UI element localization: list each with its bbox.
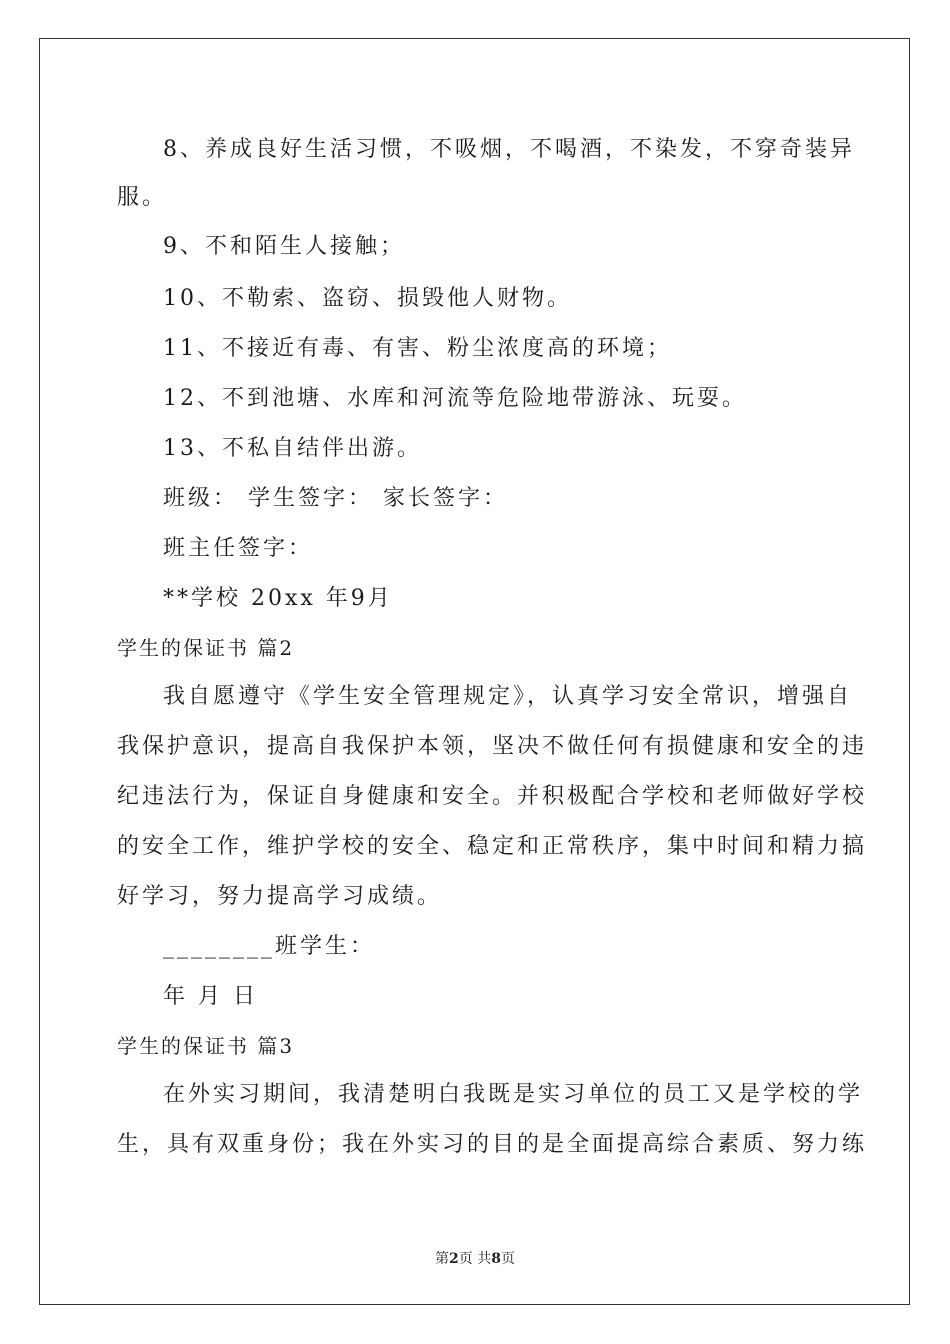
section-2-heading: 学生的保证书 篇2 [117,636,295,660]
page-current: 2 [449,1251,459,1267]
item-11: 11、不接近有毒、有害、粉尘浓度高的环境； [163,336,672,361]
class-student-line: ________班学生： [163,934,376,959]
section-2-line-1: 我自愿遵守《学生安全管理规定》，认真学习安全常识，增强自 [163,684,853,709]
item-12: 12、不到池塘、水库和河流等危险地带游泳、玩耍。 [163,386,747,411]
section-2-line-3: 纪违法行为，保证自身健康和安全。并积极配合学校和老师做好学校 [117,784,868,809]
section-2-line-4: 的安全工作，维护学校的安全、稳定和正常秩序，集中时间和精力搞 [117,834,868,859]
date-line: 年 月 日 [163,984,258,1009]
item-8-continued: 服。 [117,185,168,210]
page-label-suffix: 页 [500,1251,515,1267]
section-2-line-5: 好学习，努力提高学习成绩。 [117,884,443,909]
section-3-heading: 学生的保证书 篇3 [117,1034,295,1058]
page-label-mid: 页 共 [458,1251,492,1267]
item-13: 13、不私自结伴出游。 [163,436,422,461]
page-footer [0,1248,950,1268]
page-label-prefix: 第 [435,1251,450,1267]
section-2-line-2: 我保护意识，提高自我保护本领，坚决不做任何有损健康和安全的违 [117,734,868,759]
item-9: 9、不和陌生人接触； [163,234,405,259]
signature-line: 班级： 学生签字： 家长签字： [163,486,508,511]
item-10: 10、不勒索、盗窃、损毁他人财物。 [163,286,572,311]
school-date: **学校 20xx 年9月 [163,586,393,611]
page-border [39,38,910,1305]
section-3-line-1: 在外实习期间，我清楚明白我既是实习单位的员工又是学校的学 [163,1082,864,1107]
page-total: 8 [491,1251,501,1267]
item-8: 8、养成良好生活习惯，不吸烟，不喝酒，不染发，不穿奇装异 [163,137,855,162]
section-3-line-2: 生，具有双重身份；我在外实习的目的是全面提高综合素质、努力练 [117,1132,868,1157]
teacher-signature: 班主任签字： [163,536,314,561]
